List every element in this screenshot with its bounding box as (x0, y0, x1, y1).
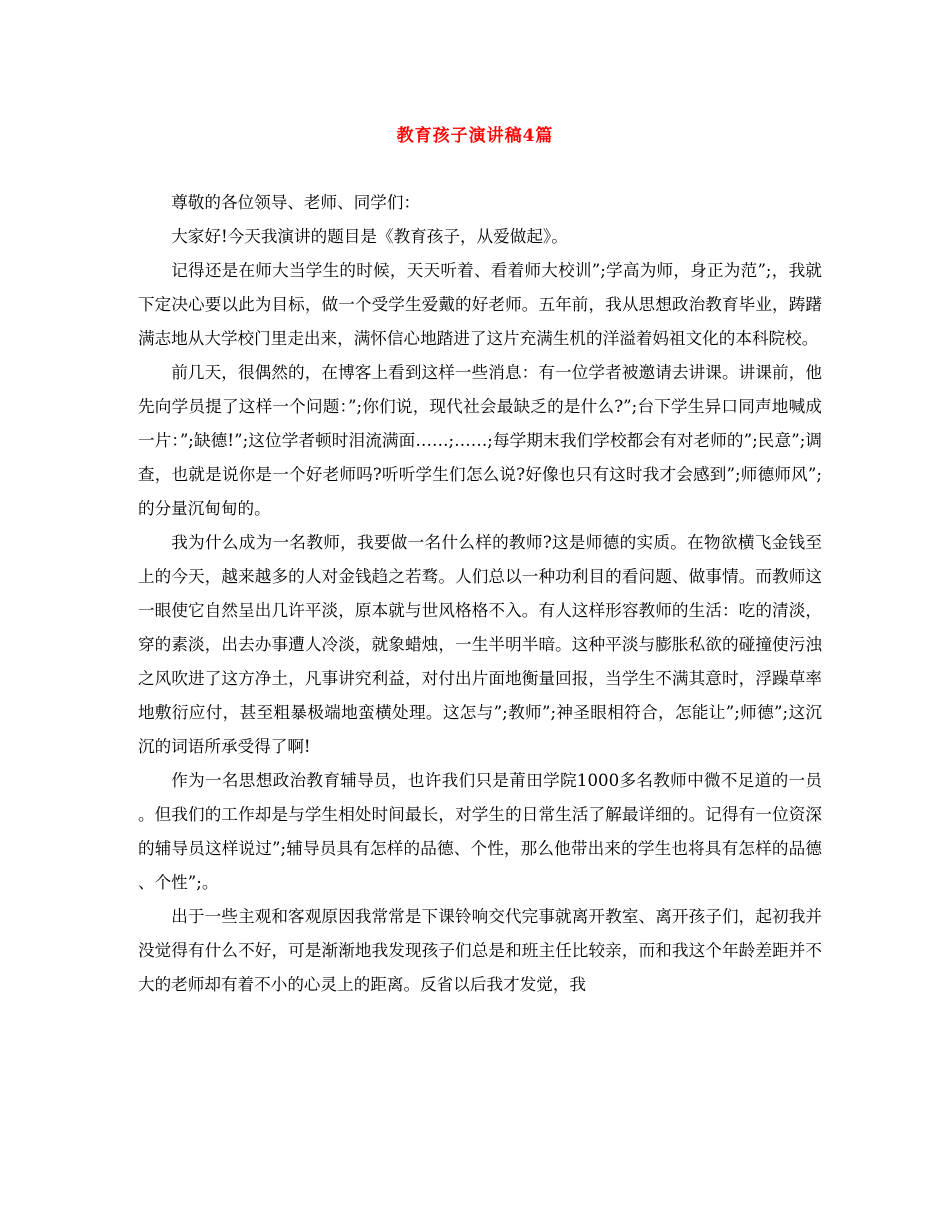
document-title: 教育孩子演讲稿4篇 (396, 126, 554, 146)
paragraph: 记得还是在师大当学生的时候，天天听着、看着师大校训”;学高为师，身正为范”;，我就下定决心要以此为目标，做一个受学生爱戴的好老师。五年前，我从思想政治教育毕业，踌躇满志地从大学校门里走出来，满怀信心地踏进了这片充满生机的洋溢着妈祖文化的本科院校。 (138, 261, 822, 348)
paragraph: 出于一些主观和客观原因我常常是下课铃响交代完事就离开教室、离开孩子们，起初我并没觉得有什么不好，可是渐渐地我发现孩子们总是和班主任比较亲，而和我这个年龄差距并不大的老师却有着不小的心灵上的距离。反省以后我才发觉，我 (138, 907, 822, 994)
paragraph-salutation: 尊敬的各位领导、老师、同学们： (171, 193, 421, 212)
paragraph: 前几天，很偶然的，在博客上看到这样一些消息：有一位学者被邀请去讲课。讲课前，他先向学员提了这样一个问题：”;你们说，现代社会最缺乏的是什么?”;台下学生异口同声地喊成一片：”;缺德!”;这位学者顿时泪流满面……;……;每学期末我们学校都会有对老师的”;民意”;调查，也就是说你是一个好老师吗?听听学生们怎么说?好像也只有这时我才会感到”;师德师风”;的分量沉甸甸的。 (138, 363, 822, 518)
document-body (138, 186, 822, 1002)
paragraph: 作为一名思想政治教育辅导员，也许我们只是莆田学院1000多名教师中微不足道的一员。但我们的工作却是与学生相处时间最长，对学生的日常生活了解最详细的。记得有一位资深的辅导员这样说过”;辅导员具有怎样的品德、个性，那么他带出来的学生也将具有怎样的品德、个性”;。 (138, 771, 822, 892)
paragraph-greeting: 大家好!今天我演讲的题目是《教育孩子，从爱做起》。 (171, 227, 568, 246)
paragraph: 我为什么成为一名教师，我要做一名什么样的教师?这是师德的实质。在物欲横飞金钱至上的今天，越来越多的人对金钱趋之若骛。人们总以一种功利目的看问题、做事情。而教师这一眼使它自然呈出几许平淡，原本就与世风格格不入。有人这样形容教师的生活：吃的清淡，穿的素淡，出去办事遭人冷淡，就象蜡烛，一生半明半暗。这种平淡与膨胀私欲的碰撞使污浊之风吹进了这方净土，凡事讲究利益，对付出片面地衡量回报，当学生不满其意时，浮躁草率地敷衍应付，甚至粗暴极端地蛮横处理。这怎与”;教师”;神圣眼相符合，怎能让”;师德”;这沉沉的词语所承受得了啊! (138, 533, 822, 756)
